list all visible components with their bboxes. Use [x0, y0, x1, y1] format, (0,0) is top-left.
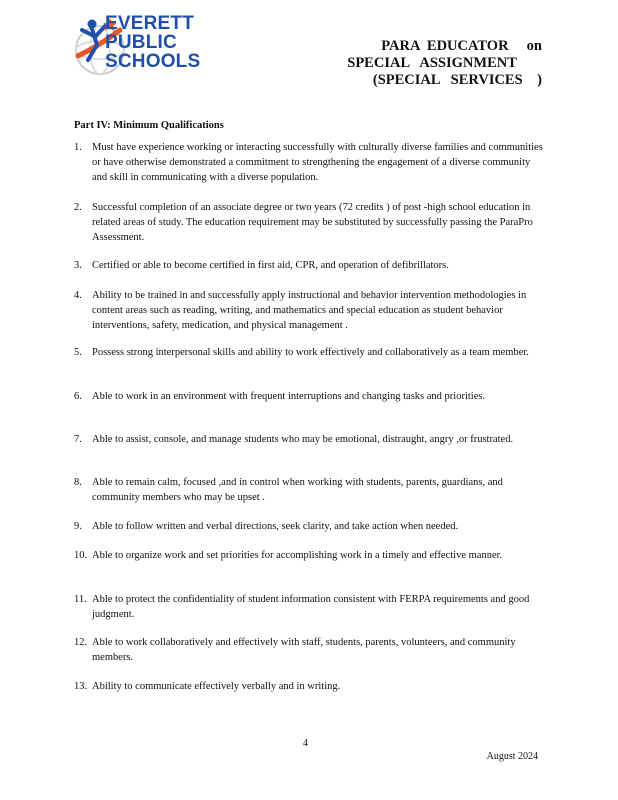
revision-date: August 2024 [486, 751, 538, 762]
title-line: (SPECIAL SERVICES ) [372, 72, 542, 88]
list-item: 9. Able to follow written and verbal directions, seek clarity, and take action when needed. [74, 521, 459, 532]
list-item: 5. Possess strong interpersonal skills and ability to work effectively and collaboratively as a team member. [74, 347, 529, 358]
title-line: SPECIAL ASSIGNMENT [347, 55, 542, 71]
section-heading: Part IV: Minimum Qualifications [74, 120, 224, 131]
list-item: 7. Able to assist, console, and manage students who may be emotional, distraught, angry ,or frustrated. [74, 434, 514, 445]
title-line: PARA EDUCATOR on [381, 38, 542, 54]
list-item: 13. Ability to communicate effectively verbally and in writing. [74, 681, 341, 692]
logo-wordmark: EVERETT PUBLIC SCHOOLS [105, 13, 201, 72]
list-item: 1. Must have experience working or interacting successfully with culturally diverse families and communities or have otherwise demonstrated a commitment to strengthening the engagement of a diverse community and skill in communicating with a diverse population. [74, 142, 543, 183]
page-number: 4 [303, 738, 308, 749]
list-item: 4. Ability to be trained in and successfully apply instructional and behavior intervention methodologies in content areas such as reading, writing, and mathematics and special education as student behavior interventions, safety, medication, and physical management . [74, 290, 527, 331]
list-item: 10. Able to organize work and set priorities for accomplishing work in a timely and effective manner. [74, 550, 503, 561]
list-item: 2. Successful completion of an associate degree or two years (72 credits ) of post -high school education in related areas of study. The education requirement may be substituted by successfully passing the ParaPro Assessment. [74, 202, 533, 243]
list-item: 6. Able to work in an environment with frequent interruptions and changing tasks and priorities. [74, 391, 486, 402]
list-item: 3. Certified or able to become certified in first aid, CPR, and operation of defibrillators. [74, 260, 449, 271]
document-title [347, 38, 542, 89]
list-item: 11. Able to protect the confidentiality of student information consistent with FERPA requirements and good judgment. [74, 594, 530, 620]
list-item: 8. Able to remain calm, focused ,and in control when working with students, parents, guardians, and community members who may be upset . [74, 477, 503, 503]
list-item: 12. Able to work collaboratively and effectively with staff, students, parents, volunteers, and community members. [74, 637, 516, 663]
